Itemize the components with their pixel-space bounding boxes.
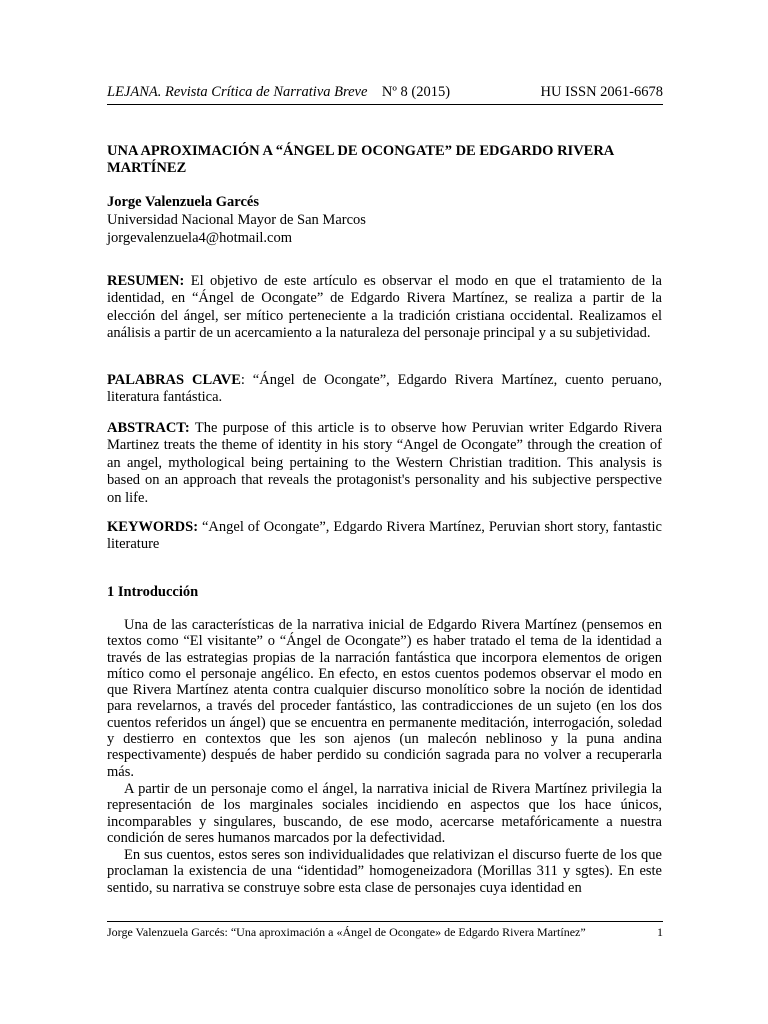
page-number: 1 <box>657 925 663 939</box>
issn: HU ISSN 2061-6678 <box>540 84 663 100</box>
keywords-text: “Angel of Ocongate”, Edgardo Rivera Martínez, Peruvian short story, fantastic literature <box>107 519 662 553</box>
author-block <box>107 193 366 247</box>
palabras-clave-text: : “Ángel de Ocongate”, Edgardo Rivera Martínez, cuento peruano, literatura fantástica. <box>107 372 662 406</box>
author-affiliation: Universidad Nacional Mayor de San Marcos <box>107 212 366 228</box>
running-footer <box>107 925 663 940</box>
issue-number: Nº 8 (2015) <box>381 84 451 100</box>
body-paragraph-3: En sus cuentos, estos seres son individualidades que relativizan el discurso fuerte de los que proclaman la existencia de una “identidad” homogeneizadora (Morillas 311 y sgtes). En este sentido, su narrativa se construye sobre esta clase de personajes cuya identidad en <box>107 847 662 896</box>
body-paragraph-2: A partir de un personaje como el ángel, la narrativa inicial de Rivera Martínez privilegia la representación de los marginales sociales incidiendo en aspectos que los hace únicos, incomparables y singulares, buscando, de ese modo, acercarse metafóricamente a nuestra condición de seres humanos marcados por la defectividad. <box>107 781 662 846</box>
journal-name: LEJANA. Revista Crítica de Narrativa Breve <box>107 84 368 100</box>
resumen-text: El objetivo de este artículo es observar el modo en que el tratamiento de la identidad, en “Ángel de Ocongate” de Edgardo Rivera Martínez, se realiza a partir de la elección del ángel, ser mítico perteneciente a la tradición cristiana occidental. Realizamos el análisis a partir de un acercamiento a la naturaleza del personaje principal y a su subjetividad. <box>107 273 662 342</box>
keywords-paragraph <box>107 519 662 554</box>
resumen-paragraph <box>107 273 662 343</box>
footer-citation: Jorge Valenzuela Garcés: “Una aproximación a «Ángel de Ocongate» de Edgardo Rivera Martínez” <box>107 925 586 939</box>
palabras-clave-label: PALABRAS CLAVE <box>107 372 241 388</box>
keywords-label: KEYWORDS: <box>107 519 199 535</box>
section-heading: 1 Introducción <box>107 584 199 600</box>
abstract-label: ABSTRACT: <box>107 420 190 436</box>
header-left <box>107 84 450 101</box>
abstract-text: The purpose of this article is to observe how Peruvian writer Edgardo Rivera Martinez treats the theme of identity in his story “Angel de Ocongate” through the creation of an angel, mythological being pertaining to the Western Christian tradition. This analysis is based on an approach that reveals the protagonist's personality and his subjective perspective on life. <box>107 420 662 506</box>
footer-rule <box>107 921 663 922</box>
palabras-clave-paragraph <box>107 372 662 407</box>
header-rule <box>107 104 663 105</box>
author-name: Jorge Valenzuela Garcés <box>107 194 259 210</box>
running-header <box>107 84 663 101</box>
article-title: UNA APROXIMACIÓN A “ÁNGEL DE OCONGATE” DE EDGARDO RIVERA MARTÍNEZ <box>107 143 614 176</box>
resumen-label: RESUMEN: <box>107 273 185 289</box>
body-paragraph-1: Una de las características de la narrativa inicial de Edgardo Rivera Martínez (pensemos en textos como “El visitante” o “Ángel de Ocongate”) es haber tratado el tema de la identidad a través de las estrategias propias de la narración fantástica que incorpora elementos de origen mítico como el personaje angélico. En efecto, en estos cuentos podemos observar el modo en que Rivera Martínez atenta contra cualquier discurso monolítico sobre la noción de identidad para revelarnos, a través del proceder fantástico, las contradicciones de un sujeto (en los dos cuentos referidos un ángel) que se encuentra en permanente meditación, interrogación, soledad y destierro en contextos que les son ajenos (un malecón neblinoso y la puna andina respectivamente) después de haber perdido su condición sagrada para no volver a recuperarla más. <box>107 617 662 780</box>
author-email: jorgevalenzuela4@hotmail.com <box>107 230 293 246</box>
abstract-paragraph <box>107 420 662 507</box>
